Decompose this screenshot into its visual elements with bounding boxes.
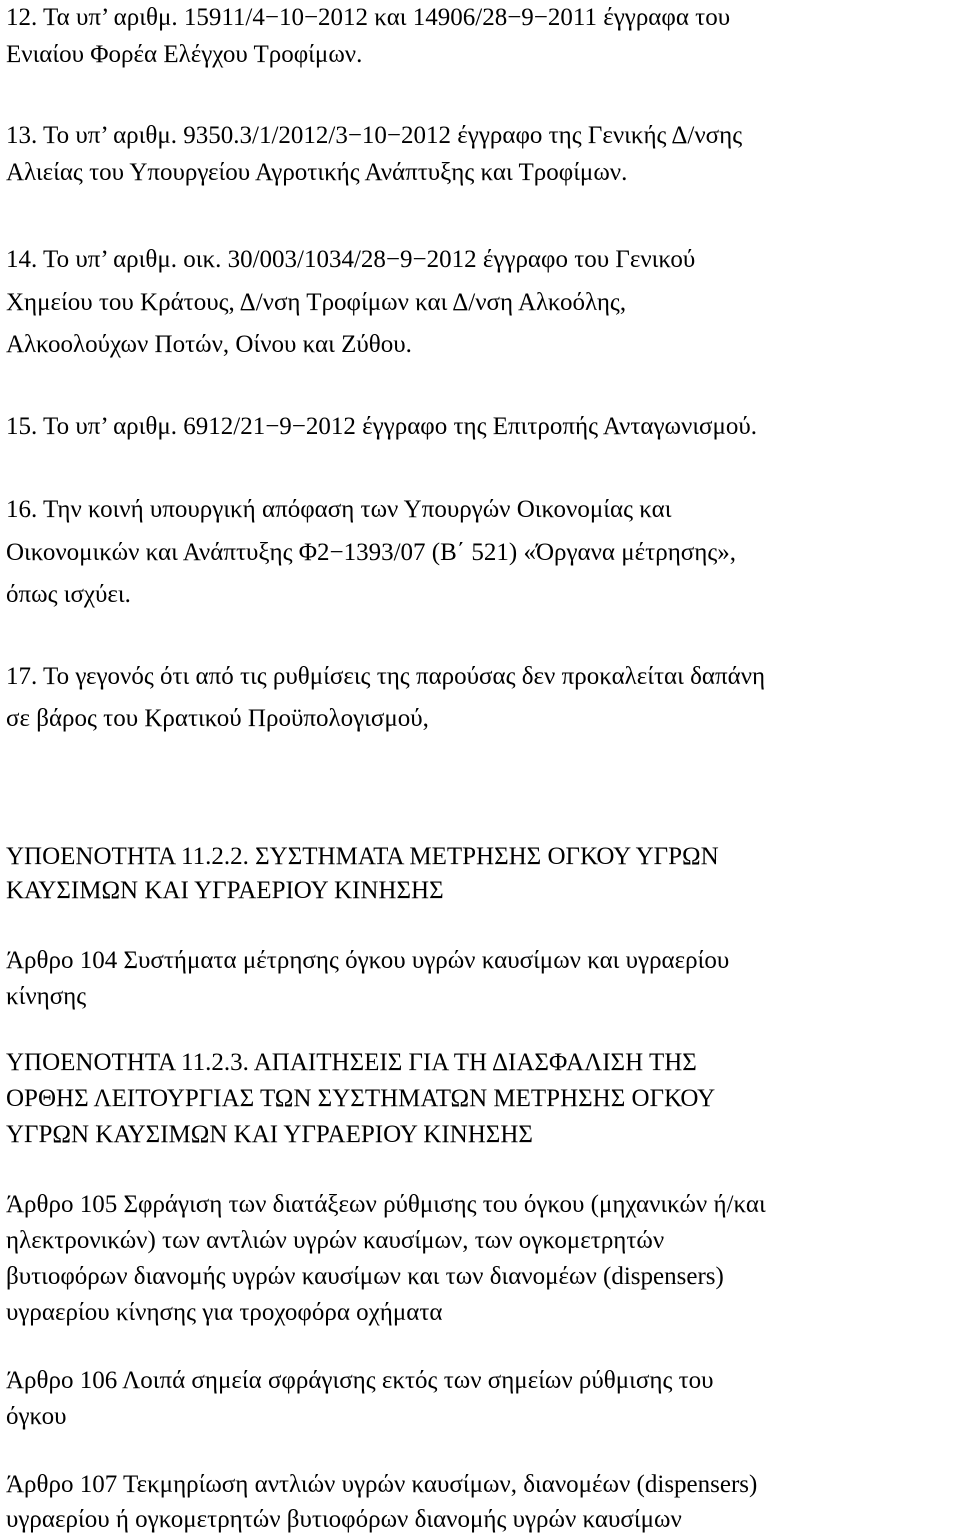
item-15-line-1: 15. Το υπ’ αριθμ. 6912/21−9−2012 έγγραφο της Επιτροπής Ανταγωνισμού. <box>6 413 758 440</box>
subsection-11-2-3-line-2: ΟΡΘΗΣ ΛΕΙΤΟΥΡΓΙΑΣ ΤΩΝ ΣΥΣΤΗΜΑΤΩΝ ΜΕΤΡΗΣΗΣ ΟΓΚΟΥ <box>6 1085 716 1112</box>
article-105-line-3: βυτιοφόρων διανομής υγρών καυσίμων και των διανομέων (dispensers) <box>6 1263 724 1290</box>
article-105-line-4: υγραερίου κίνησης για τροχοφόρα οχήματα <box>6 1299 443 1326</box>
article-107-line-2: υγραερίου ή ογκομετρητών βυτιοφόρων διανομής υγρών καυσίμων <box>6 1506 682 1533</box>
article-104-line-2: κίνησης <box>6 983 87 1010</box>
item-16-line-3: όπως ισχύει. <box>6 581 131 608</box>
item-14-line-3: Αλκοολούχων Ποτών, Οίνου και Ζύθου. <box>6 331 412 358</box>
article-107-line-1: Άρθρο 107 Τεκμηρίωση αντλιών υγρών καυσίμων, διανομέων (dispensers) <box>6 1471 758 1498</box>
item-16-line-1: 16. Την κοινή υπουργική απόφαση των Υπουργών Οικονομίας και <box>6 496 672 523</box>
item-17-line-2: σε βάρος του Κρατικού Προϋπολογισμού, <box>6 705 429 732</box>
item-12-line-1: 12. Τα υπ’ αριθμ. 15911/4−10−2012 και 14906/28−9−2011 έγγραφα του <box>6 4 731 31</box>
item-12-line-2: Ενιαίου Φορέα Ελέγχου Τροφίμων. <box>6 41 363 68</box>
article-105-line-2: ηλεκτρονικών) των αντλιών υγρών καυσίμων, των ογκομετρητών <box>6 1227 665 1254</box>
item-16-line-2: Οικονομικών και Ανάπτυξης Φ2−1393/07 (Β΄ 521) «Όργανα μέτρησης», <box>6 539 736 566</box>
subsection-11-2-2-line-2: ΚΑΥΣΙΜΩΝ ΚΑΙ ΥΓΡΑΕΡΙΟΥ ΚΙΝΗΣΗΣ <box>6 877 444 904</box>
subsection-11-2-2-line-1: ΥΠΟΕΝΟΤΗΤΑ 11.2.2. ΣΥΣΤΗΜΑΤΑ ΜΕΤΡΗΣΗΣ ΟΓΚΟΥ ΥΓΡΩΝ <box>6 843 719 870</box>
subsection-11-2-3-line-3: ΥΓΡΩΝ ΚΑΥΣΙΜΩΝ ΚΑΙ ΥΓΡΑΕΡΙΟΥ ΚΙΝΗΣΗΣ <box>6 1121 533 1148</box>
subsection-11-2-3-line-1: ΥΠΟΕΝΟΤΗΤΑ 11.2.3. ΑΠΑΙΤΗΣΕΙΣ ΓΙΑ ΤΗ ΔΙΑΣΦΑΛΙΣΗ ΤΗΣ <box>6 1049 697 1076</box>
article-106-line-2: όγκου <box>6 1403 67 1430</box>
article-106-line-1: Άρθρο 106 Λοιπά σημεία σφράγισης εκτός των σημείων ρύθμισης του <box>6 1367 714 1394</box>
item-13-line-1: 13. Το υπ’ αριθμ. 9350.3/1/2012/3−10−2012 έγγραφο της Γενικής Δ/νσης <box>6 122 743 149</box>
article-104-line-1: Άρθρο 104 Συστήματα μέτρησης όγκου υγρών καυσίμων και υγραερίου <box>6 947 730 974</box>
item-14-line-2: Χημείου του Κράτους, Δ/νση Τροφίμων και Δ/νση Αλκοόλης, <box>6 289 627 316</box>
article-105-line-1: Άρθρο 105 Σφράγιση των διατάξεων ρύθμισης του όγκου (μηχανικών ή/και <box>6 1191 766 1218</box>
item-13-line-2: Αλιείας του Υπουργείου Αγροτικής Ανάπτυξης και Τροφίμων. <box>6 159 628 186</box>
item-14-line-1: 14. Το υπ’ αριθμ. οικ. 30/003/1034/28−9−2012 έγγραφο του Γενικού <box>6 246 696 273</box>
item-17-line-1: 17. Το γεγονός ότι από τις ρυθμίσεις της παρούσας δεν προκαλείται δαπάνη <box>6 663 766 690</box>
